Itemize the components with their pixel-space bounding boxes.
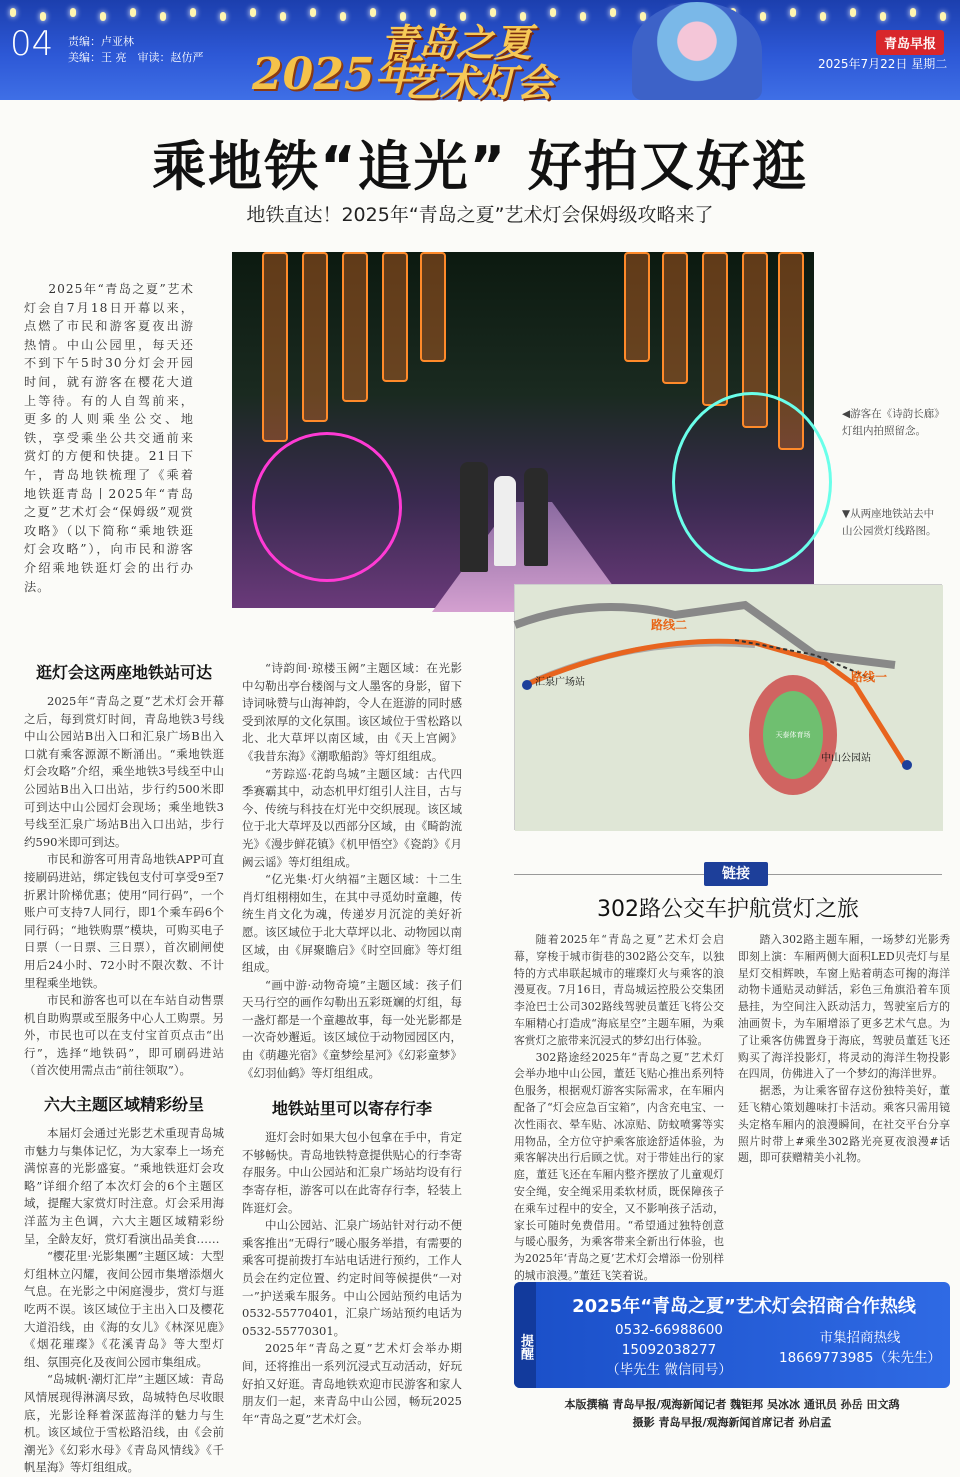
editor-credits	[68, 34, 204, 66]
photo-caption: ◀游客在《诗韵长廊》灯组内拍照留念。	[842, 408, 940, 437]
map-background	[515, 585, 943, 831]
light-bulb-icon	[310, 8, 316, 17]
ad-hotline-left: 0532-66988600 15092038277 （毕先生 微信同号）	[606, 1322, 732, 1378]
hotline-ad	[514, 1282, 950, 1388]
light-bulb-icon	[550, 8, 556, 17]
section-body: 2025年“青岛之夏”艺术灯会开幕之后，每到赏灯时间，青岛地铁3号线中山公园站B出入口和汇泉广场B出入口就有乘客源源不断涌出。“乘地铁逛灯会攻略”介绍，乘坐地铁3号线至中山公园站B出入口出站，步行约500米即可到达中山公园灯会现场；乘坐地铁3号线至汇泉广场站B出入口出站，步行约590米即可到达。 市民和游客可用青岛地铁APP可直接刷码进站，绑定钱包支付可享受9至7折累计阶梯优惠；使用“同行码”，一个账户可支持7人同行，即1个乘车码6个同行码；“地铁购票”模块，可购买电子日票（一日票、三日票），首次刷闸使用后24小时、72小时不限次数、不计里程乘坐地铁。 市民和游客也可以在车站自动售票机自助购票或至服务中心人工购票。另外，市民也可以在支付宝首页点击“出行”，选择“地铁码”，即可刷码进站（首次使用需点击“前往领取”）。	[24, 694, 224, 1078]
subheadline: 地铁直达！2025年“青岛之夏”艺术灯会保姆级攻略来了	[246, 204, 714, 226]
bus-column-1: 随着2025年“青岛之夏”艺术灯会启幕，穿梭于城市街巷的302路公交车，以独特的方式串联起城市的璀璨灯火与乘客的浪漫夏夜。7月16日，青岛城运控股公交集团李沧巴士公司302路线驾驶员董廷飞将公交车厢精心打造成“海底星空”主题车厢，为乘客赏灯之旅带来沉浸式的梦幻出行体验。 302路途经2025年“青岛之夏”艺术灯会举办地中山公园，董廷飞贴心推出系列特色服务，根据观灯游客实际需求，在车厢内配备了“灯会应急百宝箱”，内含充电宝、一次性雨衣、晕车贴、冰凉贴、防蚊喷雾等实用物品，全方位守护乘客旅途舒适体验，为乘客解决出行后顾之忧。对于带娃出行的家庭，董廷飞还在车厢内整齐摆放了儿童观灯安全绳，安全绳采用柔软材质，既保障孩子在乘车过程中的安全，又不影响孩子活动，家长可随时免费借用。“希望通过独特创意与暖心服务，为乘客带来全新出行体验，也为2025年‘青岛之夏’艺术灯会增添一份别样的城市浪漫。”董廷飞笑着说。	[514, 933, 724, 1282]
issue-date: 2025年7月22日 星期二	[818, 57, 948, 71]
light-bulb-icon	[100, 12, 106, 21]
light-bulb-icon	[280, 12, 286, 21]
light-bulb-icon	[910, 8, 916, 17]
map-label-station-b: 中山公园站	[821, 753, 871, 764]
section-heading: 地铁站里可以寄存行李	[271, 1099, 432, 1119]
map-label-station-a: 汇泉广场站	[535, 677, 585, 688]
light-bulb-icon	[370, 8, 376, 17]
page-number: 04	[10, 24, 54, 64]
mascot-illustration	[632, 2, 762, 100]
light-bulb-icon	[580, 12, 586, 21]
route-map	[514, 584, 942, 830]
light-bulb-icon	[190, 8, 196, 17]
lantern-panel	[420, 252, 446, 362]
lantern-panel	[624, 252, 650, 362]
lantern-panel	[342, 252, 368, 402]
station-marker-a	[522, 680, 532, 690]
lantern-panel	[262, 252, 288, 442]
light-bulb-icon	[850, 8, 856, 17]
map-label-route-b: 路线二	[651, 618, 688, 632]
light-bulb-icon	[10, 8, 16, 17]
light-bulb-icon	[340, 12, 346, 21]
section-heading: 逛灯会这两座地铁站可达	[35, 663, 212, 682]
light-bulb-icon	[820, 12, 826, 21]
neon-lotus-left	[252, 432, 402, 582]
light-bulb-icon	[160, 12, 166, 21]
ad-tag: 提醒	[514, 1282, 536, 1388]
light-bulb-icon	[70, 8, 76, 17]
station-marker-b	[902, 760, 912, 770]
route-map-graphic	[515, 585, 943, 831]
link-tag: 链接	[704, 862, 768, 886]
lantern-panel	[382, 252, 408, 382]
newspaper-logo: 青岛早报	[876, 30, 944, 55]
lead-paragraph: 2025年“青岛之夏”艺术灯会自7月18日开幕以来，点燃了市民和游客夏夜出游热情。中山公园里，每天还不到下午5时30分灯会开园时间，就有游客在樱花大道上等待。有的人自驾前来，更多的人则乘坐公交、地铁，享受乘坐公共交通前来赏灯的方便和快捷。21日下午，青岛地铁梳理了《乘着地铁逛青岛丨2025年“青岛之夏”艺术灯会“保姆级”观赏攻略》（以下简称“乘地铁逛灯会攻略”），向市民和游客介绍乘地铁逛灯会的出行办法。	[24, 282, 194, 594]
light-bulb-icon	[250, 8, 256, 17]
bus-column-2: 踏入302路主题车厢，一场梦幻光影秀即刻上演：车厢两侧大面积LED贝壳灯与星星灯交相辉映，车窗上贴着萌态可掬的海洋动物卡通贴灵动鲜活，彩色三角旗沿着车顶悬挂，为空间注入跃动活力，驾驶室后方的油画贺卡，为车厢增添了更多艺术气息。为了让乘客仿佛置身于海底，驾驶员董廷飞还购买了海洋投影灯，将灵动的海洋生物投影在四周，仿佛进入了一个梦幻的海洋世界。 据悉，为让乘客留存这份独特美好，董廷飞精心策划趣味打卡活动。乘客只需用镜头定格车厢内的浪漫瞬间，在社交平台分享照片时带上#乘坐302路光亮夏夜浪漫#话题，即可获赠精美小礼物。	[738, 933, 950, 1165]
neon-lotus-right	[672, 392, 832, 572]
light-bulb-icon	[790, 8, 796, 17]
ad-hotline-right: 市集招商热线 18669773985（朱先生）	[779, 1330, 941, 1366]
light-bulb-icon	[130, 8, 136, 17]
visitor-figure	[524, 468, 548, 566]
map-label-stadium: 天泰体育场	[775, 731, 811, 739]
proofreader: 审读：赵仿严	[137, 51, 204, 64]
light-bulb-icon	[220, 12, 226, 21]
light-bulb-icon	[40, 12, 46, 21]
lantern-panel	[302, 252, 328, 422]
lantern-panel	[702, 252, 728, 406]
section-body: “诗韵间·琼楼玉阙”主题区域：在光影中勾勒出亭台楼阁与文人墨客的身影，留下诗词咏赞与山海神韵，令人在逛游的同时感受到浓厚的文化氛围。该区域位于雪松路以北、北大草坪以南区域，由《天上宫阙》《我昔东海》《潮歌船韵》等灯组组成。 “芳踪巡·花韵鸟城”主题区域：古代四季赛霸其中，动态机甲灯组引人注目，古与今、传统与科技在灯光中交织展现。该区域位于北大草坪及以西部分区域，由《畸韵流光》《漫步鲜花镇》《机甲悟空》《瓷韵》《月阙云谣》等灯组组成。 “亿光集·灯火纳福”主题区域：十二生肖灯组栩栩如生，在其中寻觅幼时童趣，传统生肖文化为魂，传递岁月沉淀的美好祈愿。该区域位于北大草坪以北、动物园以南区域，由《屏聚瞻启》《时空回廊》等灯组组成。 “画中游·动物奇境”主题区域：孩子们天马行空的画作勾勒出五彩斑斓的灯组，每一盏灯都是一个童趣故事，每一处光影都是一次奇妙邂逅。该区域位于动物园园区内，由《萌趣光宿》《童梦绘星河》《幻彩童梦》《幻羽仙鹤》等灯组组成。	[242, 661, 462, 1080]
light-bulb-icon	[760, 12, 766, 21]
editor: 责编：卢亚林	[68, 35, 134, 48]
bus-heading: 302路公交车护航赏灯之旅	[597, 897, 859, 922]
lantern-corridor-photo	[232, 252, 814, 608]
page-header	[0, 0, 960, 105]
section-body: 逛灯会时如果大包小包拿在手中，肯定不够畅快。青岛地铁特意提供贴心的行李寄存服务。中山公园站和汇泉广场站均设有行李寄存柜，游客可以在此寄存行李，轻装上阵逛灯会。 中山公园站、汇泉广场站针对行动不便乘客推出“无碍行”暖心服务举措，有需要的乘客可提前拨打车站电话进行预约，工作人员会在约定位置、约定时间等候提供“一对一”护送乘车服务。中山公园站预约电话为0532-55770401，汇泉广场站预约电话为0532-55770301。 2025年“青岛之夏”艺术灯会举办期间，还将推出一系列沉浸式互动活动，好玩好拍又好逛。青岛地铁欢迎市民游客和家人朋友们一起，来青岛中山公园，畅玩2025年“青岛之夏”艺术灯会。	[242, 1130, 462, 1426]
banner-year: 2025年	[252, 49, 419, 100]
light-bulb-icon	[940, 12, 946, 21]
ad-title: 2025年“青岛之夏”艺术灯会招商合作热线	[572, 1296, 916, 1317]
headline: 乘地铁“追光” 好拍又好逛	[152, 135, 808, 198]
section-body: 本届灯会通过光影艺术重现青岛城市魅力与集体记忆，为大家奉上一场充满惊喜的光影盛宴。“乘地铁逛灯会攻略”详细介绍了本次灯会的6个主题区域，提醒大家赏灯时注意。灯会采用海洋蓝为主色调，六大主题区域精彩纷呈，全龄友好，赏灯看演出品美食…… “樱花里·光影集團”主题区域：大型灯组林立闪耀，夜间公园市集增添烟火气息。在光影之中闲庭漫步，赏灯与逛吃两不误。该区域位于主出入口及樱花大道沿线，由《海的女儿》《林深见鹿》《烟花璀璨》《花溪青岛》等大型灯组、氛围亮化及夜间公园市集组成。 “岛城帆·潮灯汇岸”主题区域：青岛风情展现得淋漓尽致，岛城特色尽收眼底，光影诠释着深蓝海洋的魅力与生机。该区域位于雪松路沿线，由《会前潮光》《幻彩水母》《青岛风情线》《千帆星海》等灯组组成。	[24, 1126, 224, 1475]
map-caption: ▼从两座地铁站去中山公园赏灯线路图。	[842, 508, 937, 537]
lantern-panel	[662, 252, 688, 384]
designer: 美编：王 亮 审读：赵仿严	[68, 51, 204, 64]
column-2	[242, 660, 462, 1426]
visitor-figure	[460, 462, 488, 572]
light-bulb-icon	[880, 12, 886, 21]
map-label-route-a: 路线一	[851, 670, 888, 684]
visitor-figure	[494, 476, 516, 566]
light-bulb-icon	[610, 8, 616, 17]
banner-title-1: 青岛之夏	[380, 20, 533, 65]
section-heading: 六大主题区域精彩纷呈	[43, 1095, 204, 1115]
byline-credits: 本版撰稿 青岛早报/观海新闻记者 魏钜邦 吴冰冰 通讯员 孙岳 田文鸹 摄影 青岛早报/观海新闻首席记者 孙启孟	[564, 1398, 900, 1429]
banner-title-2: 艺术灯会	[402, 60, 555, 105]
column-1	[24, 660, 224, 1475]
